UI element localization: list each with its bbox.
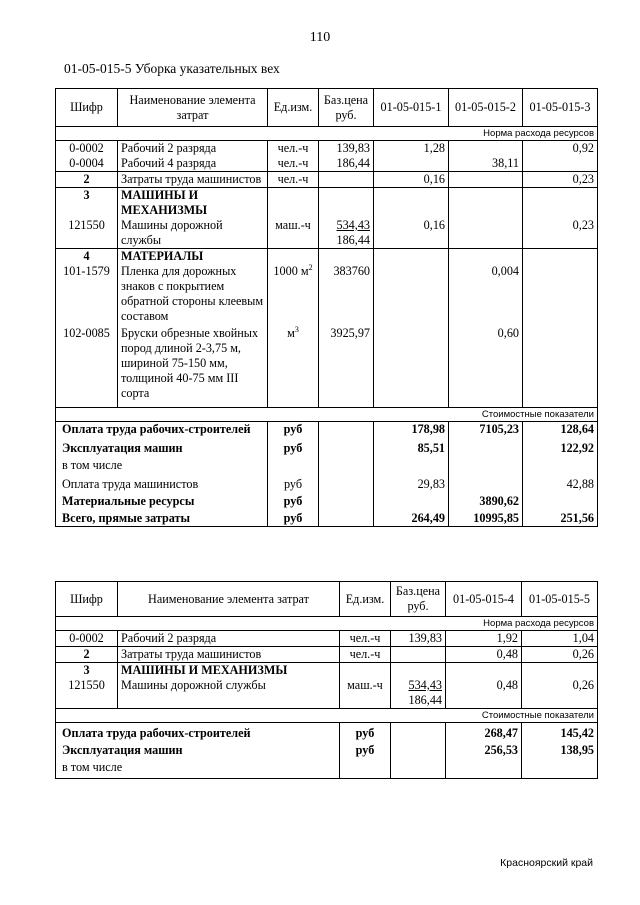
cost-price	[319, 509, 374, 527]
value-text: 0,23	[572, 218, 594, 232]
cost-value-2: 10995,85	[449, 509, 523, 527]
norm-section-label: Норма расхода ресурсов	[56, 127, 598, 141]
section-number: 3	[83, 188, 90, 202]
cost-price	[319, 492, 374, 509]
footer-region: Красноярский край	[500, 857, 593, 869]
header-col-2: 01-05-015-2	[449, 89, 523, 127]
price-1: 534,43	[408, 678, 442, 692]
value-text: 0,16	[423, 218, 445, 232]
row-name: Рабочий 2 разряда	[118, 631, 340, 647]
row-value-1	[374, 188, 449, 249]
row-name	[118, 188, 268, 249]
document-title: 01-05-015-5 Уборка указательных вех	[64, 61, 280, 76]
cost-value-3: 251,56	[523, 509, 598, 527]
section-number: 3	[83, 663, 90, 677]
cost-value-3: 122,92	[523, 437, 598, 456]
row-price: 139,83	[319, 141, 374, 157]
header-col-5: 01-05-015-5	[522, 582, 598, 617]
price-2: 186,44	[408, 693, 442, 707]
cost-value-1	[374, 492, 449, 509]
resource-code: 101-1579	[63, 264, 110, 278]
row-unit: чел.-ч	[268, 172, 319, 188]
header-unit: Ед.изм.	[268, 89, 319, 127]
cost-row	[56, 723, 598, 742]
value-text: 0,004	[491, 264, 519, 278]
cost-section-label: Стоимостные показатели	[56, 408, 598, 422]
row-value-4: 1,92	[446, 631, 522, 647]
cost-unit: руб	[268, 492, 319, 509]
cost-value-4	[446, 758, 522, 779]
cost-value-3	[523, 456, 598, 473]
row-unit: чел.-ч	[268, 141, 319, 157]
cost-row	[56, 741, 598, 758]
cost-unit: руб	[268, 473, 319, 492]
table-row	[56, 631, 598, 647]
row-value-3: 0,23	[523, 172, 598, 188]
cost-name: Оплата труда рабочих-строителей	[56, 422, 268, 438]
row-value-2	[449, 188, 523, 249]
row-price: 139,83	[391, 631, 446, 647]
table2-header-row	[56, 582, 598, 617]
resource-code: 121550	[68, 218, 105, 232]
cost-row	[56, 509, 598, 527]
cost-unit	[340, 758, 391, 779]
row-value-1	[374, 326, 449, 408]
cost-name: Оплата труда рабочих-строителей	[56, 723, 340, 742]
cost-row	[56, 473, 598, 492]
cost-unit	[268, 456, 319, 473]
cost-price	[391, 741, 446, 758]
cost-name: Эксплуатация машин	[56, 437, 268, 456]
cost-value-3: 42,88	[523, 473, 598, 492]
row-name: Рабочий 2 разряда	[118, 141, 268, 157]
unit-text: маш.-ч	[275, 218, 311, 232]
cost-name: Оплата труда машинистов	[56, 473, 268, 492]
resource-table-2	[55, 581, 598, 779]
unit-text: маш.-ч	[347, 678, 383, 692]
row-code	[56, 249, 118, 327]
cost-name: Эксплуатация машин	[56, 741, 340, 758]
header-code: Шифр	[56, 582, 118, 617]
row-code: 0-0004	[56, 156, 118, 172]
row-value-3: 0,92	[523, 141, 598, 157]
cost-unit: руб	[340, 741, 391, 758]
cost-section-row	[56, 709, 598, 723]
row-price: 3925,97	[319, 326, 374, 408]
row-value-4	[446, 663, 522, 709]
resource-name: Машины дорожной службы	[121, 218, 223, 247]
cost-value-5	[522, 758, 598, 779]
cost-name: Всего, прямые затраты	[56, 509, 268, 527]
cost-value-4: 256,53	[446, 741, 522, 758]
cost-value-1: 85,51	[374, 437, 449, 456]
row-price	[391, 647, 446, 663]
unit-superscript: 2	[308, 262, 313, 272]
cost-value-2	[449, 456, 523, 473]
row-unit: чел.-ч	[340, 631, 391, 647]
cost-value-1: 29,83	[374, 473, 449, 492]
cost-row	[56, 492, 598, 509]
cost-value-1: 264,49	[374, 509, 449, 527]
row-value-1	[374, 249, 449, 327]
header-col-4: 01-05-015-4	[446, 582, 522, 617]
cost-price	[391, 758, 446, 779]
row-value-2	[449, 172, 523, 188]
cost-price	[391, 723, 446, 742]
section-heading: МАШИНЫ И МЕХАНИЗМЫ	[121, 663, 288, 677]
row-price	[391, 663, 446, 709]
cost-value-4: 268,47	[446, 723, 522, 742]
row-code: 102-0085	[56, 326, 118, 408]
table-row	[56, 326, 598, 408]
row-value-1: 1,28	[374, 141, 449, 157]
cost-row	[56, 758, 598, 779]
price-text: 383760	[333, 264, 370, 278]
header-code: Шифр	[56, 89, 118, 127]
price-2: 186,44	[336, 233, 370, 247]
row-value-5	[522, 663, 598, 709]
cost-name: в том числе	[56, 456, 268, 473]
header-base-price: Баз.цена руб.	[319, 89, 374, 127]
row-value-2: 0,60	[449, 326, 523, 408]
cost-value-3: 128,64	[523, 422, 598, 438]
row-value-1	[374, 156, 449, 172]
resource-code: 121550	[68, 678, 105, 692]
section-number: 4	[83, 249, 90, 263]
row-name	[118, 663, 340, 709]
unit-text: м	[287, 326, 295, 340]
row-value-5: 1,04	[522, 631, 598, 647]
row-price: 186,44	[319, 156, 374, 172]
table-row	[56, 172, 598, 188]
row-price	[319, 172, 374, 188]
table-row	[56, 249, 598, 327]
header-base-price: Баз.цена руб.	[391, 582, 446, 617]
row-unit: чел.-ч	[340, 647, 391, 663]
norm-section-row	[56, 127, 598, 141]
row-value-1: 0,16	[374, 172, 449, 188]
row-value-3	[523, 156, 598, 172]
row-value-5: 0,26	[522, 647, 598, 663]
row-name: Затраты труда машинистов	[118, 647, 340, 663]
page-number: 110	[309, 30, 331, 45]
row-unit	[268, 188, 319, 249]
cost-price	[319, 473, 374, 492]
resource-table-1	[55, 88, 598, 527]
price-1: 534,43	[336, 218, 370, 232]
row-value-3	[523, 249, 598, 327]
cost-unit: руб	[340, 723, 391, 742]
row-name: Затраты труда машинистов	[118, 172, 268, 188]
header-name: Наименование элемента затрат	[118, 582, 340, 617]
row-price	[319, 249, 374, 327]
cost-row	[56, 422, 598, 438]
cost-value-2: 3890,62	[449, 492, 523, 509]
row-name	[118, 249, 268, 327]
cost-price	[319, 422, 374, 438]
row-code: 2	[56, 172, 118, 188]
row-code: 0-0002	[56, 631, 118, 647]
row-value-3	[523, 188, 598, 249]
cost-row	[56, 456, 598, 473]
cost-value-5: 138,95	[522, 741, 598, 758]
value-text: 0,48	[496, 678, 518, 692]
unit-superscript: 3	[294, 324, 299, 334]
cost-name: в том числе	[56, 758, 340, 779]
norm-section-label: Норма расхода ресурсов	[56, 617, 598, 631]
row-value-2: 38,11	[449, 156, 523, 172]
row-name: Рабочий 4 разряда	[118, 156, 268, 172]
row-value-3	[523, 326, 598, 408]
row-value-4: 0,48	[446, 647, 522, 663]
header-name: Наименование элемента затрат	[118, 89, 268, 127]
unit-text: 1000 м	[273, 264, 309, 278]
row-price	[319, 188, 374, 249]
row-code	[56, 663, 118, 709]
resource-name: Пленка для дорожных знаков с покрытием обратной стороны клеевым составом	[121, 264, 264, 323]
cost-value-2: 7105,23	[449, 422, 523, 438]
cost-value-5: 145,42	[522, 723, 598, 742]
row-unit: чел.-ч	[268, 156, 319, 172]
row-unit	[268, 326, 319, 408]
table1-header-row	[56, 89, 598, 127]
row-value-2	[449, 249, 523, 327]
row-unit	[340, 663, 391, 709]
row-code: 0-0002	[56, 141, 118, 157]
table-row	[56, 647, 598, 663]
table-row	[56, 141, 598, 157]
table-row	[56, 663, 598, 709]
cost-unit: руб	[268, 437, 319, 456]
cost-name: Материальные ресурсы	[56, 492, 268, 509]
cost-value-2	[449, 437, 523, 456]
row-code: 2	[56, 647, 118, 663]
cost-price	[319, 437, 374, 456]
row-name: Бруски обрезные хвойных пород длиной 2-3,75 м, шириной 75-150 мм, толщиной 40-75 мм III сорта	[118, 326, 268, 408]
header-col-1: 01-05-015-1	[374, 89, 449, 127]
resource-name: Машины дорожной службы	[121, 678, 266, 692]
table-row	[56, 188, 598, 249]
section-heading: МАШИНЫ И МЕХАНИЗМЫ	[121, 188, 208, 217]
cost-value-1	[374, 456, 449, 473]
cost-section-row	[56, 408, 598, 422]
cost-unit: руб	[268, 422, 319, 438]
cost-price	[319, 456, 374, 473]
cost-unit: руб	[268, 509, 319, 527]
header-unit: Ед.изм.	[340, 582, 391, 617]
section-heading: МАТЕРИАЛЫ	[121, 249, 204, 263]
cost-row	[56, 437, 598, 456]
norm-section-row	[56, 617, 598, 631]
table-row	[56, 156, 598, 172]
cost-value-2	[449, 473, 523, 492]
header-col-3: 01-05-015-3	[523, 89, 598, 127]
cost-value-3	[523, 492, 598, 509]
value-text: 0,26	[572, 678, 594, 692]
row-value-2	[449, 141, 523, 157]
row-unit	[268, 249, 319, 327]
cost-value-1: 178,98	[374, 422, 449, 438]
cost-section-label: Стоимостные показатели	[56, 709, 598, 723]
row-code	[56, 188, 118, 249]
